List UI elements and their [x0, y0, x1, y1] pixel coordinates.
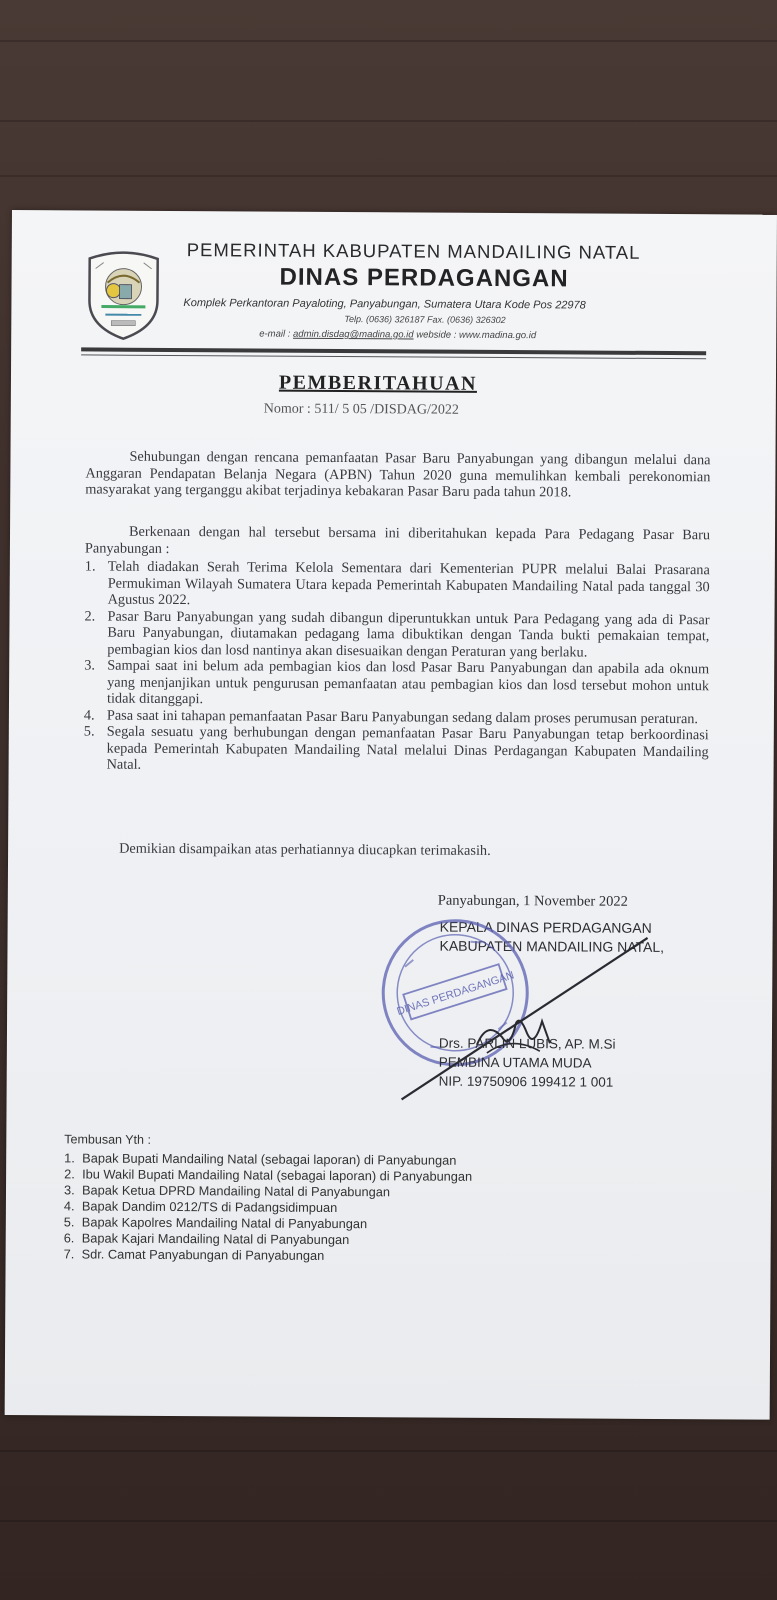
copies-heading: Tembusan Yth : [64, 1132, 152, 1147]
paragraph-intro: Sehubungan dengan rencana pemanfaatan Pasar Baru Panyabungan yang dibangun melalui dana Anggaran Pendapatan Belanja Negara (APBN) Tahun 2020 guna memulihkan kembali perekonomian masyarakat yang terganggu akibat terjadinya kebakaran Pasar Baru pada tahun 2018. [85, 448, 711, 501]
list-item-text: Bapak Dandim 0212/TS di Padangsidimpuan [81, 1198, 338, 1216]
letterhead-divider-thin [81, 354, 706, 359]
list-item-text: Pasa saat ini tahapan pemanfaatan Pasar Baru Panyabungan sedang dalam proses perumusan peraturan. [106, 707, 699, 727]
signature-place-date: Panyabungan, 1 November 2022 [437, 892, 628, 910]
list-item-text: Bapak Ketua DPRD Mandailing Natal di Panyabungan [81, 1182, 391, 1200]
list-item-number: 3. [84, 657, 96, 674]
signatory-name: Drs. PARLIN LUBIS, AP. M.Si [438, 1035, 616, 1052]
stamp-label: DINAS PERDAGANGAN [395, 969, 516, 1018]
letterhead-phone: Telp. (0636) 326187 Fax. (0636) 326302 [344, 314, 506, 326]
letterhead-agency: DINAS PERDAGANGAN [279, 263, 569, 293]
email-label: e-mail : [259, 328, 291, 340]
list-item-text: Sdr. Camat Panyabungan di Panyabungan [81, 1246, 325, 1263]
list-item-text: Bapak Kajari Mandailing Natal di Panyabungan [81, 1230, 350, 1248]
list-item-number: 3. [63, 1182, 75, 1198]
list-item-text: Segala sesuatu yang berhubungan dengan pemanfaatan Pasar Baru Panyabungan tetap berkoordinasi kepada Pemerintah Kabupaten Mandailing Natal melalui Dinas Perdagangan Kabupaten Mandailing Natal. [106, 723, 709, 773]
letterhead-government: PEMERINTAH KABUPATEN MANDAILING NATAL [186, 239, 641, 263]
list-item-number: 6. [63, 1230, 75, 1246]
closing-sentence: Demikian disampaikan atas perhatiannya diucapkan terimakasih. [119, 840, 491, 859]
list-item-text: Bapak Bupati Mandailing Natal (sebagai laporan) di Panyabungan [82, 1150, 457, 1168]
letterhead-contact [259, 329, 536, 342]
list-item [84, 657, 709, 710]
list-item-number: 5. [63, 1214, 75, 1230]
list-item-number: 5. [83, 723, 95, 740]
signatory-nip: NIP. 19750906 199412 1 001 [438, 1073, 614, 1090]
list-item [84, 608, 709, 661]
signatory-rank: PEMBINA UTAMA MUDA [438, 1054, 592, 1071]
signature-title: KEPALA DINAS PERDAGANGAN [439, 918, 652, 936]
notice-list [84, 558, 710, 776]
letterhead-address: Komplek Perkantoran Payaloting, Panyabungan, Sumatera Utara Kode Pos 22978 [183, 297, 586, 312]
list-item-text: Ibu Wakil Bupati Mandailing Natal (sebagai laporan) di Panyabungan [82, 1166, 473, 1184]
copies-list [64, 1150, 473, 1264]
paragraph-notice: Berkenaan dengan hal tersebut bersama ini diberitahukan kepada Para Pedagang Pasar Baru Panyabungan : [84, 523, 711, 557]
list-item [85, 558, 710, 611]
list-item-text: Telah diadakan Serah Terima Kelola Sementara dari Kementerian PUPR melalui Balai Prasarana Permukiman Wilayah Sumatera Utara kepada Pemerintah Kabupaten Mandailing Natal pada tanggal 30 Agustus 2022. [107, 558, 710, 609]
list-item [64, 1246, 472, 1264]
signature-title-regency: KABUPATEN MANDAILING NATAL, [439, 937, 665, 955]
list-item-number: 4. [83, 706, 95, 724]
document-number: Nomor : 511/ 5 05 /DISDAG/2022 [263, 401, 459, 418]
list-item [84, 723, 709, 776]
document-title: PEMBERITAHUAN [278, 371, 478, 395]
list-item-number: 2. [64, 1166, 75, 1182]
list-item-number: 1. [84, 558, 96, 575]
letter-paper [5, 210, 777, 1420]
list-item-number: 7. [63, 1246, 75, 1262]
email-link[interactable]: admin.disdag@madina.go.id [293, 328, 414, 341]
list-item-number: 1. [64, 1150, 75, 1166]
regency-emblem-icon [83, 248, 164, 340]
list-item-text: Bapak Kapolres Mandailing Natal di Panyabungan [81, 1214, 368, 1232]
website-link[interactable]: www.madina.go.id [458, 329, 537, 342]
list-item-number: 4. [63, 1198, 75, 1214]
list-item-text: Sampai saat ini belum ada pembagian kios dan losd Pasar Baru Panyabungan dan apabila ada oknum yang menjanjikan untuk pengurusan pemanfaatan atau pembagian kios dan losd tersebut mohon untuk tidak ditanggapi. [106, 657, 710, 708]
list-item-text: Pasar Baru Panyabungan yang sudah dibangun diperuntukkan untuk Para Pedagang yang ada di Pasar Baru Panyabungan, diutamakan pedagang lama dibuktikan dengan Tanda bukti pemakaian tempat, pembagian kios dan losd nantinya akan disesuaikan dengan Peraturan yang berlaku. [107, 608, 710, 661]
website-label: webside : [416, 329, 457, 341]
list-item-number: 2. [84, 607, 96, 625]
